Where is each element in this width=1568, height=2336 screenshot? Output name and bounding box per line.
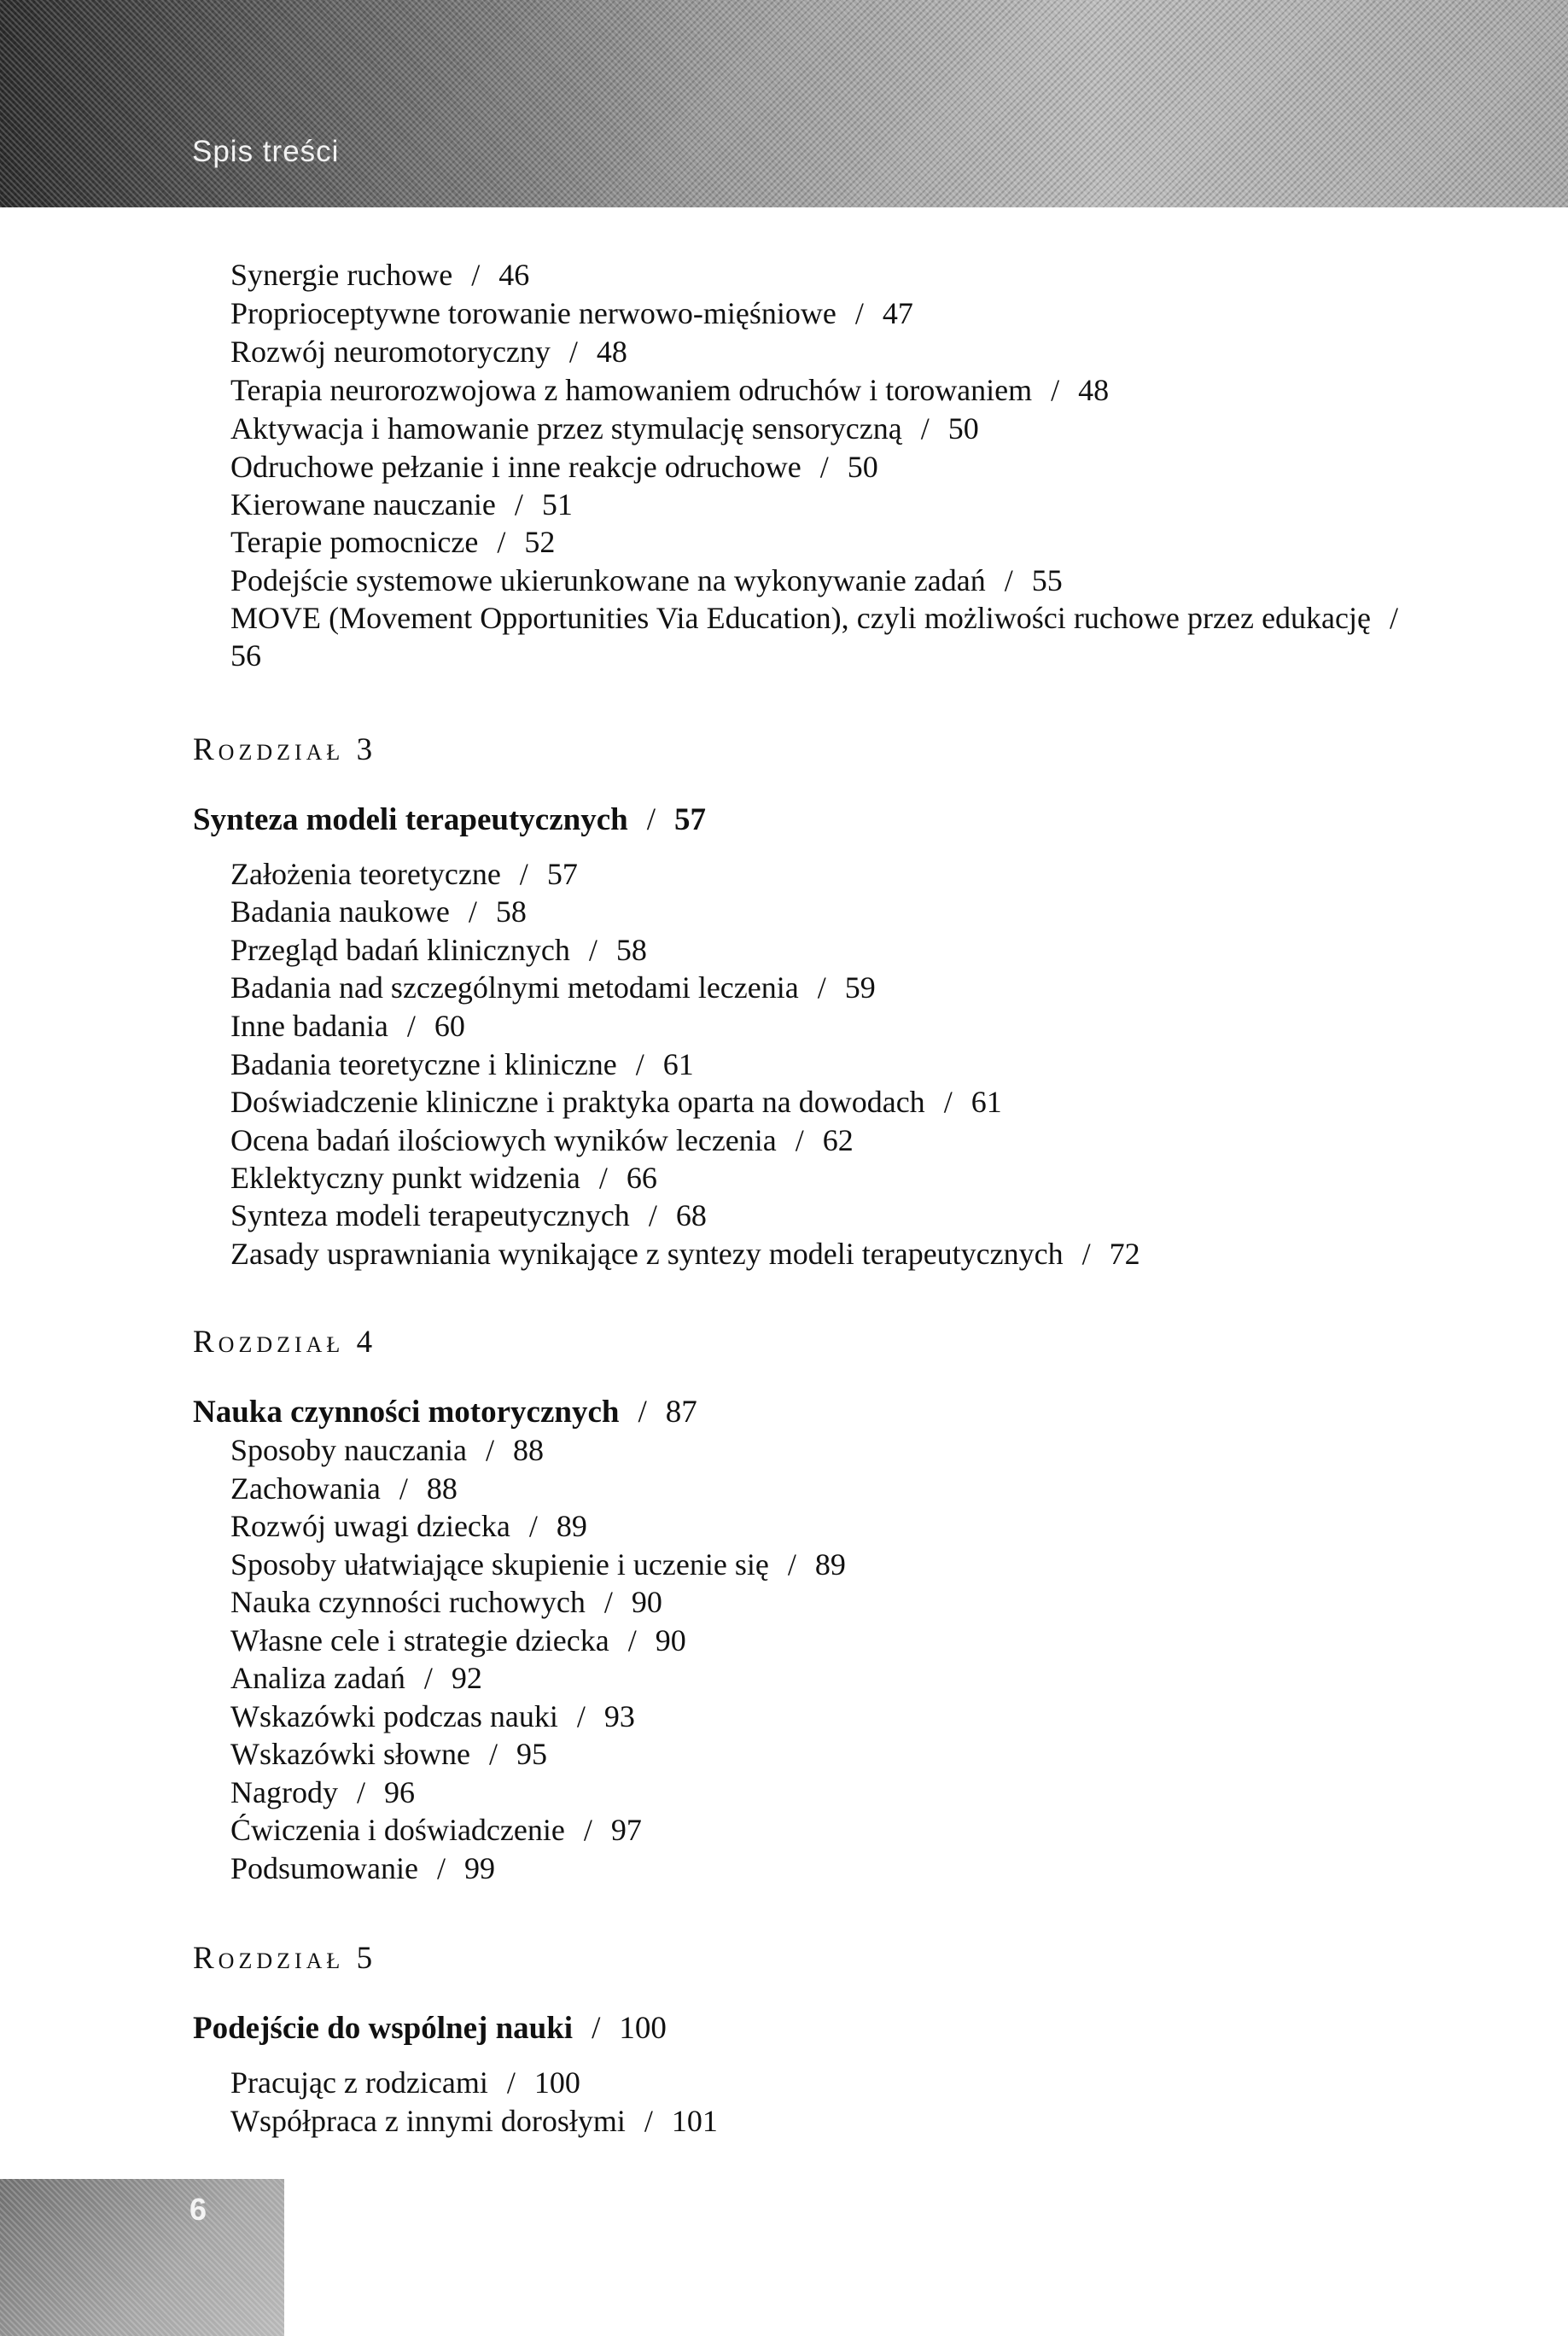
page-number-box <box>0 2179 284 2336</box>
page-title: Spis treści <box>192 135 340 168</box>
toc-entry: Wskazówki słowne / 95 <box>230 1737 547 1771</box>
toc-entry: Wskazówki podczas nauki / 93 <box>230 1699 635 1733</box>
toc-entry: Podejście systemowe ukierunkowane na wykonywanie zadań / 55 <box>230 563 1063 597</box>
toc-entry: Aktywacja i hamowanie przez stymulację sensoryczną / 50 <box>230 411 979 446</box>
toc-entry: Podsumowanie / 99 <box>230 1851 496 1885</box>
page-number: 6 <box>189 2192 207 2227</box>
toc-entry: Synergie ruchowe / 46 <box>230 258 530 292</box>
toc-entry: MOVE (Movement Opportunities Via Education), czyli możliwości ruchowe przez edukację /56 <box>230 601 1398 673</box>
section-title: Nauka czynności motorycznych / 87 <box>193 1395 697 1430</box>
chapter-heading: Rozdział 5 <box>193 1941 377 1976</box>
toc-entry: Badania naukowe / 58 <box>230 894 527 929</box>
toc-entry: Zasady usprawniania wynikające z syntezy modeli terapeutycznych / 72 <box>230 1237 1140 1271</box>
toc-entry: Współpraca z innymi dorosłymi / 101 <box>230 2104 718 2138</box>
toc-entry: Założenia teoretyczne / 57 <box>230 857 578 891</box>
toc-entry: Rozwój neuromotoryczny / 48 <box>230 335 627 369</box>
toc-entry: Zachowania / 88 <box>230 1471 458 1506</box>
toc-entry: Przegląd badań klinicznych / 58 <box>230 933 647 967</box>
toc-entry: Nagrody / 96 <box>230 1775 415 1809</box>
toc-entry: Terapia neurorozwojowa z hamowaniem odruchów i torowaniem / 48 <box>230 373 1110 407</box>
toc-entry: Synteza modeli terapeutycznych / 68 <box>230 1198 707 1232</box>
chapter-heading: Rozdział 3 <box>193 732 377 767</box>
toc-entry: Badania teoretyczne i kliniczne / 61 <box>230 1047 694 1081</box>
toc-entry: Ocena badań ilościowych wyników leczenia / 62 <box>230 1123 854 1157</box>
toc-entry: Eklektyczny punkt widzenia / 66 <box>230 1161 657 1195</box>
toc-entry: Proprioceptywne torowanie nerwowo-mięśniowe / 47 <box>230 296 913 330</box>
toc-entry: Rozwój uwagi dziecka / 89 <box>230 1509 587 1543</box>
toc-entry: Kierowane nauczanie / 51 <box>230 487 573 521</box>
chapter-heading: Rozdział 4 <box>193 1325 377 1360</box>
toc-entry: Pracując z rodzicami / 100 <box>230 2065 580 2100</box>
toc-entry: Sposoby nauczania / 88 <box>230 1433 544 1467</box>
toc-entry: Własne cele i strategie dziecka / 90 <box>230 1623 686 1657</box>
header-band <box>0 0 1568 207</box>
section-title: Podejście do wspólnej nauki / 100 <box>193 2011 667 2046</box>
toc-entry: Analiza zadań / 92 <box>230 1661 482 1695</box>
toc-entry: Terapie pomocnicze / 52 <box>230 525 556 559</box>
toc-entry: Inne badania / 60 <box>230 1009 465 1043</box>
toc-entry: Badania nad szczególnymi metodami leczenia / 59 <box>230 970 876 1005</box>
toc-entry: Nauka czynności ruchowych / 90 <box>230 1585 662 1619</box>
toc-entry: Doświadczenie kliniczne i praktyka oparta na dowodach / 61 <box>230 1085 1002 1119</box>
toc-entry: Ćwiczenia i doświadczenie / 97 <box>230 1813 642 1847</box>
section-title: Synteza modeli terapeutycznych / 57 <box>193 802 706 837</box>
toc-entry: Odruchowe pełzanie i inne reakcje odruchowe / 50 <box>230 450 878 484</box>
toc-entry: Sposoby ułatwiające skupienie i uczenie się / 89 <box>230 1547 846 1582</box>
